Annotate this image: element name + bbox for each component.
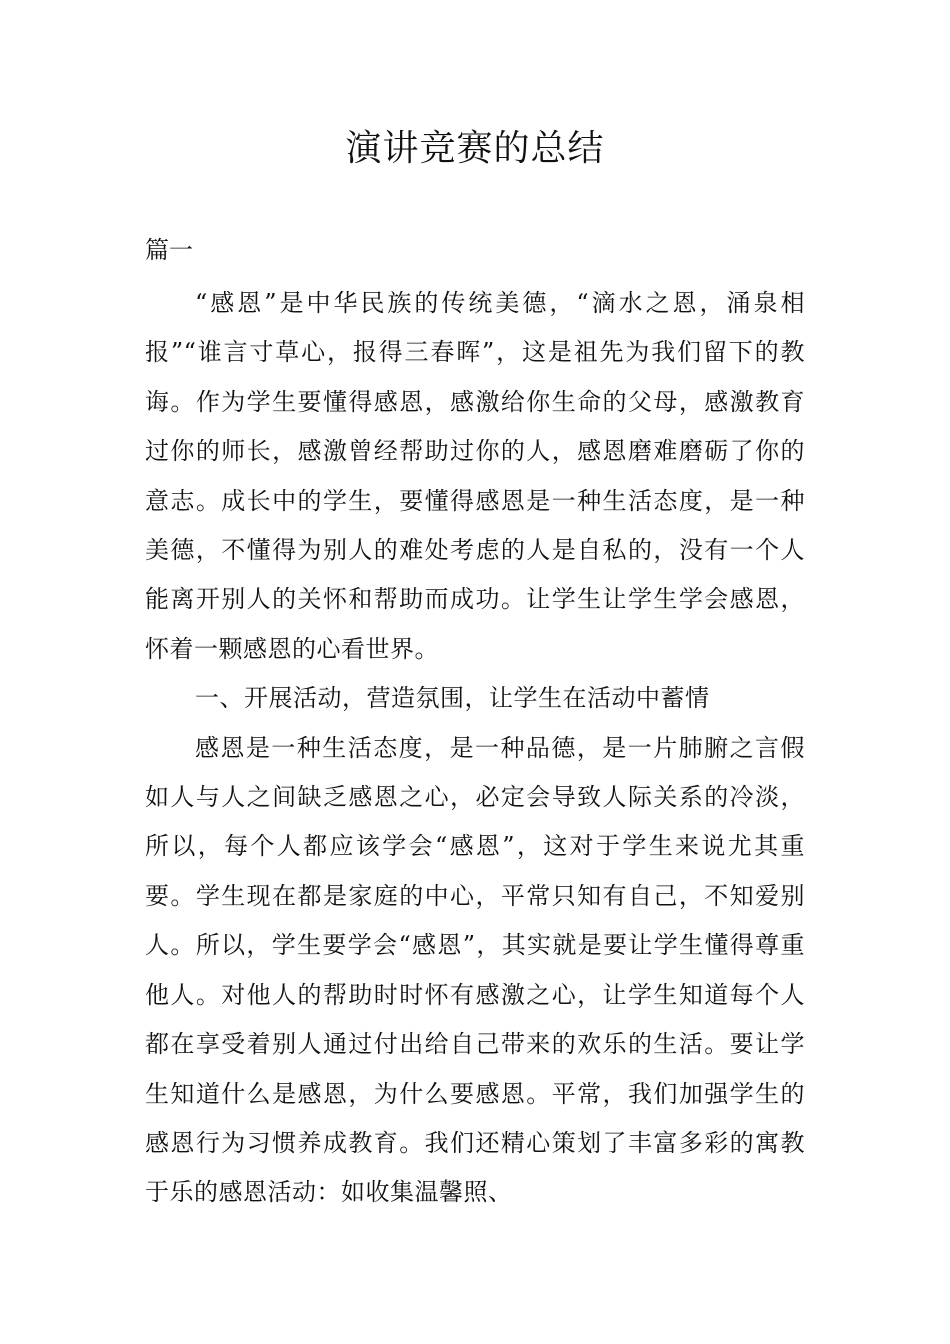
paragraph-gratitude-attitude: 感恩是一种生活态度，是一种品德，是一片肺腑之言假如人与人之间缺乏感恩之心，必定会导致人际关系的冷淡，所以，每个人都应该学会“感恩”，这对于学生来说尤其重要。学生现在都是家庭的中心，平常只知有自己，不知爱别人。所以，学生要学会“感恩”，其实就是要让学生懂得尊重他人。对他人的帮助时时怀有感激之心，让学生知道每个人都在享受着别人通过付出给自己带来的欢乐的生活。要让学生知道什么是感恩，为什么要感恩。平常，我们加强学生的感恩行为习惯养成教育。我们还精心策划了丰富多彩的寓教于乐的感恩活动：如收集温馨照、	[145, 733, 805, 1207]
document-body	[145, 279, 805, 1218]
paragraph-gratitude-intro: “感恩”是中华民族的传统美德，“滴水之恩，涌泉相报”“谁言寸草心，报得三春晖”，这是祖先为我们留下的教诲。作为学生要懂得感恩，感激给你生命的父母，感激教育过你的师长，感激曾经帮助过你的人，感恩磨难磨砺了你的意志。成长中的学生，要懂得感恩是一种生活态度，是一种美德，不懂得为别人的难处考虑的人是自私的，没有一个人能离开别人的关怀和帮助而成功。让学生让学生学会感恩，怀着一颗感恩的心看世界。	[145, 289, 805, 663]
paragraph-heading-activities: 一、开展活动，营造氛围，让学生在活动中蓄情	[195, 684, 710, 713]
section-label: 篇一	[145, 236, 193, 264]
document-title: 演讲竞赛的总结	[345, 128, 605, 169]
